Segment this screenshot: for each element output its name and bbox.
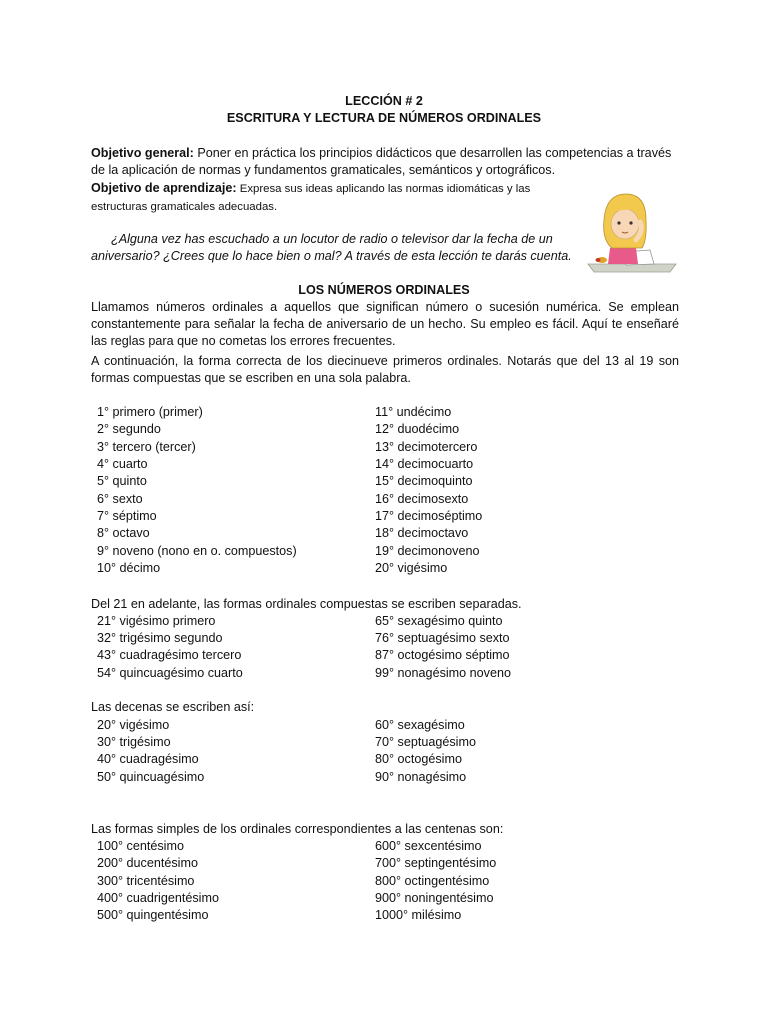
ordinal-item: 6° sexto — [97, 492, 143, 506]
ordinal-item: 100° centésimo — [97, 839, 184, 853]
ordinal-item: 43° cuadragésimo tercero — [97, 648, 242, 662]
ordinal-item: 54° quincuagésimo cuarto — [97, 666, 243, 680]
lesson-title: LECCIÓN # 2 — [345, 94, 423, 108]
ordinal-item: 65° sexagésimo quinto — [375, 614, 503, 628]
ordinal-item: 300° tricentésimo — [97, 874, 195, 888]
ordinal-item: 5° quinto — [97, 474, 147, 488]
ordinal-item: 16° decimosexto — [375, 492, 469, 506]
ordinal-item: 1° primero (primer) — [97, 405, 203, 419]
general-objective-text: Poner en práctica los principios didácticos que desarrollen las competencias a través de la aplicación de normas y fundamentos gramaticales, semánticos y ortográficos. — [91, 146, 672, 177]
ordinal-item: 20° vigésimo — [97, 718, 170, 732]
ordinal-item: 17° decimoséptimo — [375, 509, 483, 523]
left-eye — [617, 221, 620, 224]
ordinal-item: 99° nonagésimo noveno — [375, 666, 511, 680]
ordinal-item: 9° noveno (nono en o. compuestos) — [97, 544, 297, 558]
ordinal-item: 32° trigésimo segundo — [97, 631, 223, 645]
hundreds-heading: Las formas simples de los ordinales correspondientes a las centenas son: — [91, 822, 504, 836]
general-objective — [91, 145, 679, 179]
ordinal-item: 19° decimonoveno — [375, 544, 480, 558]
section-title: LOS NÚMEROS ORDINALES — [298, 283, 470, 297]
ordinal-item: 20° vigésimo — [375, 561, 448, 575]
ordinal-item: 700° septingentésimo — [375, 856, 497, 870]
face-shape — [611, 209, 639, 239]
ordinal-item: 2° segundo — [97, 422, 161, 436]
apple-shape — [596, 258, 601, 262]
ordinal-item: 18° decimoctavo — [375, 526, 469, 540]
ordinal-item: 76° septuagésimo sexto — [375, 631, 510, 645]
intro-paragraph-1: Llamamos números ordinales a aquellos que significan número o sucesión numérica. Se emplean constantemente para señalar la fecha de aniversario de un hecho. Su empleo es fácil. Aquí te enseñaré las reglas para que no cometas los errores frecuentes. — [91, 300, 679, 348]
question-line-1: ¿Alguna vez has escuchado a un locutor de radio o televisor dar la fecha de un — [111, 232, 553, 246]
ordinal-item: 80° octogésimo — [375, 752, 462, 766]
desk-shape — [588, 264, 676, 272]
ordinal-item: 4° cuarto — [97, 457, 148, 471]
ordinal-item: 13° decimotercero — [375, 440, 478, 454]
ordinal-item: 10° décimo — [97, 561, 161, 575]
ordinal-item: 7° séptimo — [97, 509, 157, 523]
ordinal-item: 50° quincuagésimo — [97, 770, 205, 784]
learning-objective-text: Expresa sus ideas aplicando las normas idiomáticas y las estructuras gramaticales adecuadas. — [91, 183, 531, 213]
ordinal-item: 200° ducentésimo — [97, 856, 198, 870]
lesson-subtitle: ESCRITURA Y LECTURA DE NÚMEROS ORDINALES — [226, 111, 542, 125]
compound-heading: Del 21 en adelante, las formas ordinales compuestas se escriben separadas. — [91, 597, 522, 611]
ordinal-item: 3° tercero (tercer) — [97, 440, 196, 454]
ordinal-item: 11° undécimo — [375, 405, 452, 419]
ordinal-item: 60° sexagésimo — [375, 718, 465, 732]
ordinal-item: 87° octogésimo séptimo — [375, 648, 510, 662]
ordinal-item: 14° decimocuarto — [375, 457, 474, 471]
ordinal-item: 40° cuadragésimo — [97, 752, 199, 766]
learning-objective — [91, 180, 541, 216]
ordinal-item: 90° nonagésimo — [375, 770, 467, 784]
ordinal-item: 500° quingentésimo — [97, 908, 209, 922]
right-eye — [629, 221, 632, 224]
ordinal-item: 12° duodécimo — [375, 422, 460, 436]
ordinal-item: 8° octavo — [97, 526, 150, 540]
ordinal-item: 1000° milésimo — [375, 908, 462, 922]
girl-thinking-illustration — [584, 190, 680, 274]
ordinal-item: 70° septuagésimo — [375, 735, 476, 749]
learning-objective-label: Objetivo de aprendizaje: — [91, 181, 237, 195]
ordinal-item: 600° sexcentésimo — [375, 839, 482, 853]
question-line-2: aniversario? ¿Crees que lo hace bien o mal? A través de esta lección te darás cuenta. — [91, 249, 572, 263]
ordinal-item: 30° trigésimo — [97, 735, 171, 749]
ordinal-item: 800° octingentésimo — [375, 874, 490, 888]
intro-paragraph-2: A continuación, la forma correcta de los diecinueve primeros ordinales. Notarás que del 13 al 19 son formas compuestas que se escriben en una sola palabra. — [91, 354, 679, 385]
ordinal-item: 21° vigésimo primero — [97, 614, 216, 628]
ordinal-item: 400° cuadrigentésimo — [97, 891, 219, 905]
ordinal-item: 900° noningentésimo — [375, 891, 494, 905]
ordinal-item: 15° decimoquinto — [375, 474, 473, 488]
general-objective-label: Objetivo general: — [91, 146, 194, 160]
tens-heading: Las decenas se escriben así: — [91, 700, 255, 714]
